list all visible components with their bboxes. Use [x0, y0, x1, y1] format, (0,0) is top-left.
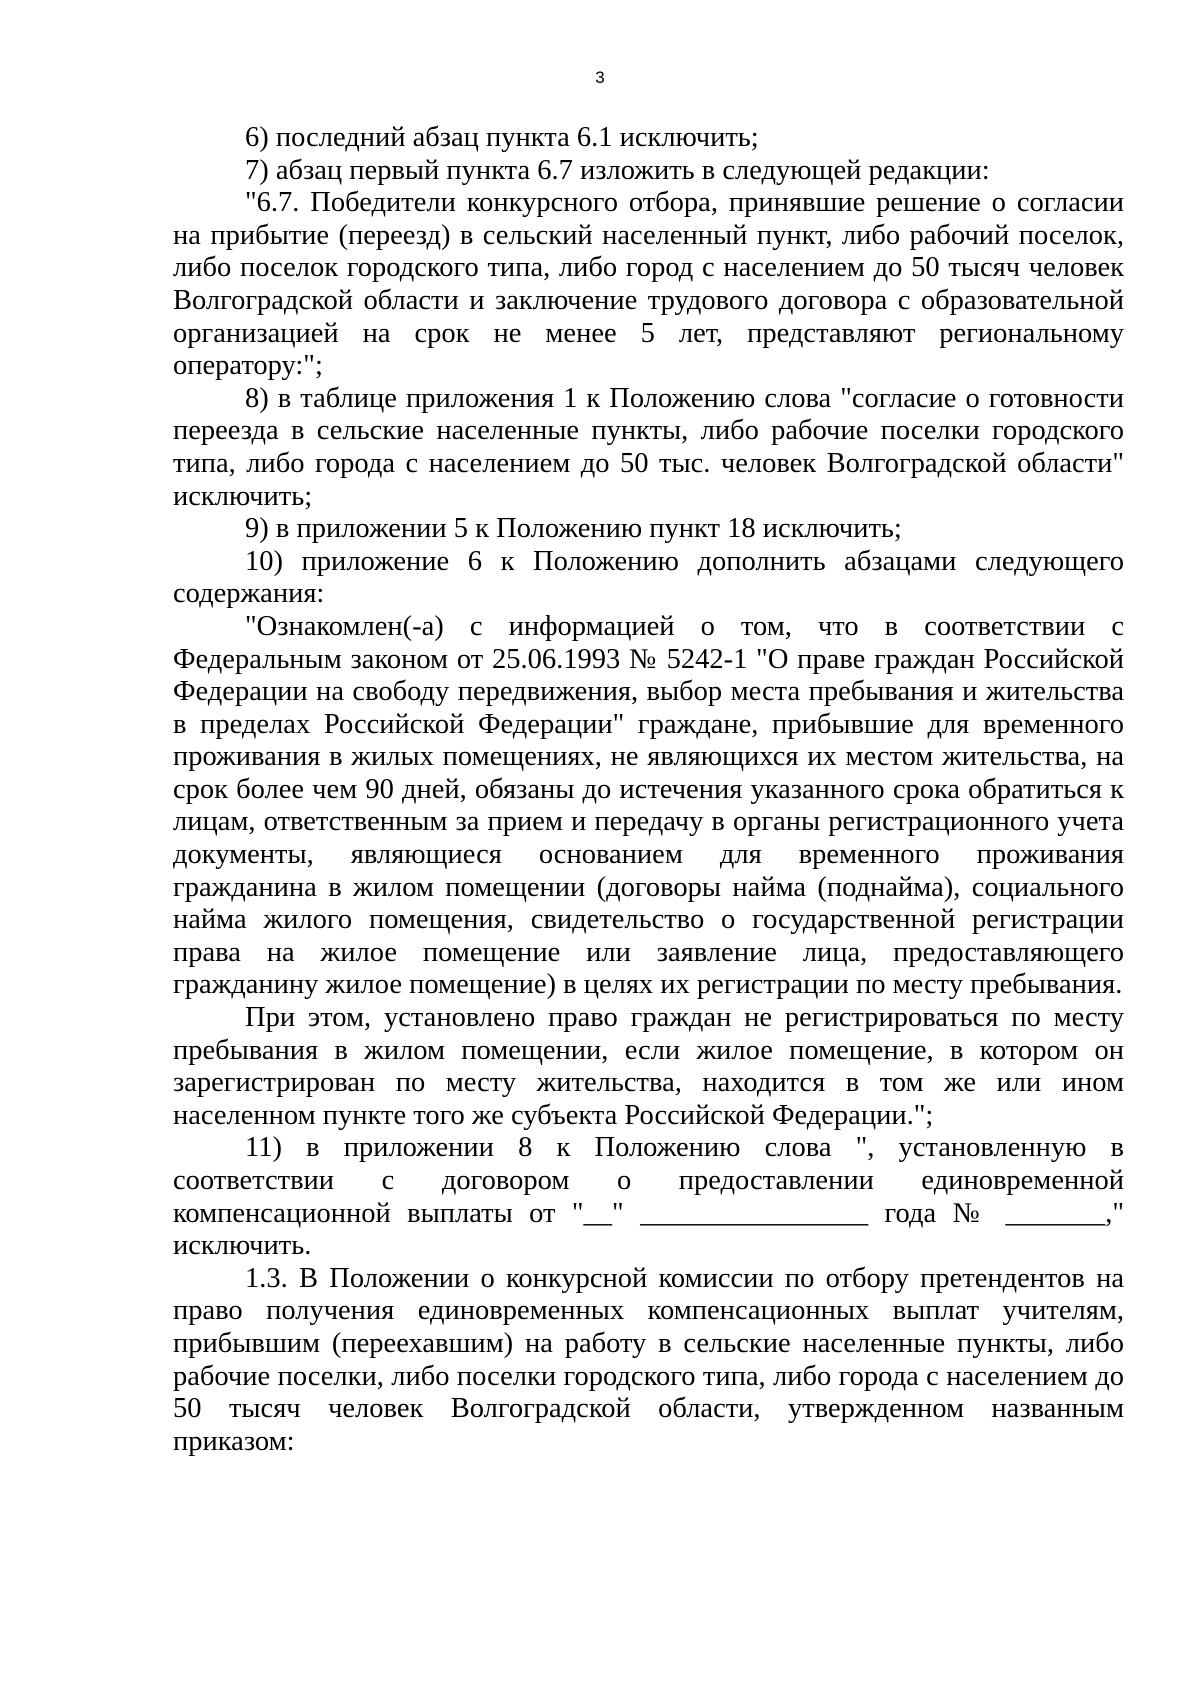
paragraph-item-11: 11) в приложении 8 к Положению слова ", установленную в соответствии с договором о предоставлении единовременной компенсационной выплаты от "__" ________________ года № _______," исключить.: [173, 1132, 1124, 1262]
paragraph-quote-registration-right: При этом, установлено право граждан не регистрироваться по месту пребывания в жилом помещении, если жилое помещение, в котором он зарегистрирован по месту жительства, находится в том же или ином населенном пункте того же субъекта Российской Федерации.";: [173, 1002, 1124, 1131]
paragraph-section-1-3: 1.3. В Положении о конкурсной комиссии по отбору претендентов на право получения единовременных компенсационных выплат учителям, прибывшим (переехавшим) на работу в сельские населенные пункты, либо рабочие поселки, либо поселки городского типа, либо города с населением до 50 тысяч человек Волгоградской области, утвержденном названным приказом:: [173, 1262, 1124, 1457]
paragraph-quote-acknowledgement: "Ознакомлен(-а) с информацией о том, что в соответствии с Федеральным законом от 25.06.1993 № 5242-1 "О праве граждан Российской Федерации на свободу передвижения, выбор места пребывания и жительства в пределах Российской Федерации" граждане, прибывшие для временного проживания в жилых помещениях, не являющихся их местом жительства, на срок более чем 90 дней, обязаны до истечения указанного срока обратиться к лицам, ответственным за прием и передачу в органы регистрационного учета документы, являющиеся основанием для временного проживания гражданина в жилом помещении (договоры найма (поднайма), социального найма жилого помещения, свидетельство о государственной регистрации права на жилое помещение или заявление лица, предоставляющего гражданину жилое помещение) в целях их регистрации по месту пребывания.: [173, 610, 1124, 1001]
paragraph-item-6: 6) последний абзац пункта 6.1 исключить;: [245, 122, 759, 153]
paragraph-item-7: 7) абзац первый пункта 6.7 изложить в следующей редакции:: [245, 154, 990, 186]
document-body: [173, 122, 1124, 1458]
paragraph-item-9: 9) в приложении 5 к Положению пункт 18 исключить;: [245, 513, 902, 545]
paragraph-item-10: 10) приложение 6 к Положению дополнить абзацами следующего содержания:: [173, 545, 1124, 610]
page-number: 3: [595, 68, 605, 87]
paragraph-quote-6-7: "6.7. Победители конкурсного отбора, принявшие решение о согласии на прибытие (переезд) в сельский населенный пункт, либо рабочий поселок, либо поселок городского типа, либо город с населением до 50 тысяч человек Волгоградской области и заключение трудового договора с образовательной организацией на срок не менее 5 лет, представляют региональному оператору:";: [173, 187, 1124, 382]
paragraph-item-8: 8) в таблице приложения 1 к Положению слова "согласие о готовности переезда в сельские населенные пункты, либо рабочие поселки городского типа, либо города с населением до 50 тыс. человек Волгоградской области" исключить;: [173, 382, 1124, 512]
